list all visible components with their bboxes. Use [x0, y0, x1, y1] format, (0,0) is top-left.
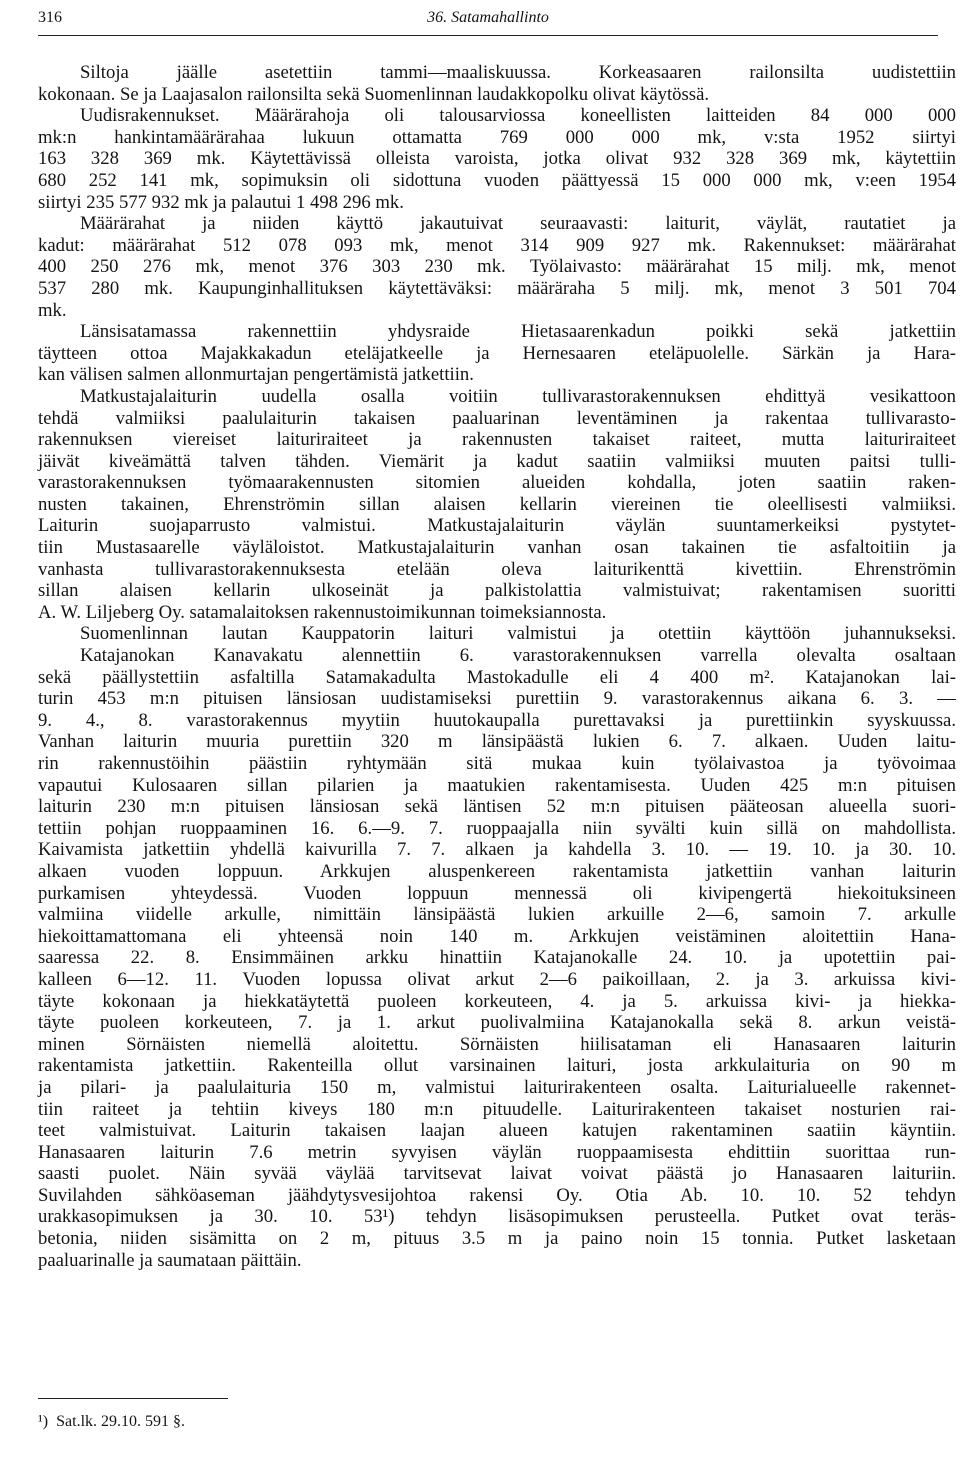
text-line: saaressa 22. 8. Ensimmäinen arkku hinattiin Katajanokalle 24. 10. ja upotettiin pai- [38, 947, 956, 969]
text-line: mk. [38, 299, 67, 321]
text-line: minen Sörnäisten niemellä aloitettu. Sörnäisten hiilisataman eli Hanasaaren laiturin [38, 1033, 956, 1055]
text-line: Uudisrakennukset. Määrärahoja oli talousarviossa koneellisten laitteiden 84 000 000 [80, 105, 956, 127]
text-line: Matkustajalaiturin uudella osalla voitiin tullivarastorakennuksen ehdittyä vesikattoon [80, 385, 956, 407]
text-line: 400 250 276 mk, menot 376 303 230 mk. Työlaivasto: määrärahat 15 milj. mk, menot [38, 256, 956, 278]
text-line: tiin raiteet ja tehtiin kiveys 180 m:n pituudelle. Laiturirakenteen takaiset nosturien rai- [38, 1098, 956, 1120]
text-line: vanhasta tullivarastorakennuksesta etelään oleva laiturikenttä kivettiin. Ehrenströmin [38, 558, 956, 580]
header-rule [38, 35, 938, 36]
body-text [38, 62, 956, 1271]
text-line: Suomenlinnan lautan Kauppatorin laituri valmistui ja otettiin käyttöön juhannukseksi. [80, 623, 956, 645]
text-line: paaluarinalle ja saumataan päittäin. [38, 1249, 302, 1271]
text-line: Siltoja jäälle asetettiin tammi—maaliskuussa. Korkeasaaren railonsilta uudistettiin [80, 62, 956, 83]
text-line: Hanasaaren laiturin 7.6 metrin syvyisen väylän ruoppaamisesta ehdittiin suorittaa run- [38, 1141, 956, 1163]
page-number: 316 [38, 9, 62, 26]
text-line: 537 280 mk. Kaupunginhallituksen käytettäväksi: määräraha 5 milj. mk, menot 3 501 704 [38, 277, 956, 299]
text-line: Laiturin suojaparrusto valmistui. Matkustajalaiturin väylän suuntamerkeiksi pystytet- [38, 515, 956, 537]
text-line: Vanhan laiturin muuria purettiin 320 m länsipäästä lukien 6. 7. alkaen. Uuden laitu- [38, 731, 956, 753]
text-line: A. W. Liljeberg Oy. satamalaitoksen rakennustoimikunnan toimeksiannosta. [38, 601, 607, 623]
text-line: jäivät kiveämättä talven tähden. Viemärit ja kadut saatiin valmiiksi muuten paitsi tulli- [38, 450, 956, 472]
footnote-rule [38, 1398, 228, 1399]
footnote [38, 1412, 185, 1432]
text-line: tettiin pohjan ruoppaaminen 16. 6.—9. 7. ruoppaajalla niin syvälti kuin sillä on mahdollista. [38, 817, 956, 839]
running-title: 36. Satamahallinto [427, 9, 549, 26]
text-line: rakennuksen viereiset laituriraiteet ja rakennusten takaiset raiteet, mutta laituriraiteet [38, 429, 956, 451]
text-line: varastorakennuksen työmaarakennusten sitomien alueiden kohdalla, joten saatiin raken- [38, 472, 956, 494]
text-line: sillan alaisen kellarin ulkoseinät ja palkistolattia valmistuivat; rakentamisen suoritti [38, 580, 956, 602]
text-line: mk:n hankintamäärärahaa lukuun ottamatta 769 000 000 mk, v:sta 1952 siirtyi [38, 126, 956, 148]
text-line: Kaivamista jatkettiin yhdellä kaivurilla 7. 7. alkaen ja kahdella 3. 10. — 19. 10. ja 30. 10. [38, 839, 956, 861]
text-line: kalleen 6—12. 11. Vuoden lopussa olivat arkut 2—6 paikoillaan, 2. ja 3. arkuissa kivi- [38, 968, 956, 990]
footnote-text: Sat.lk. 29.10. 591 §. [56, 1413, 186, 1430]
text-line: ja pilari- ja paalulaituria 150 m, valmistui laiturirakenteen osalta. Laiturialueelle rakennet- [38, 1076, 956, 1098]
text-line: Katajanokan Kanavakatu alennettiin 6. varastorakennuksen varrella olevalta osaltaan [80, 645, 956, 667]
running-header [38, 6, 938, 30]
text-line: kokonaan. Se ja Laajasalon railonsilta sekä Suomenlinnan laudakkopolku olivat käytössä. [38, 83, 710, 105]
text-line: tiin Mustasaarelle väyläloistot. Matkustajalaiturin vanhan osan takainen tie asfaltoitiin ja [38, 537, 956, 559]
text-line: 680 252 141 mk, sopimuksin oli sidottuna vuoden päättyessä 15 000 000 mk, v:een 1954 [38, 169, 956, 191]
text-line: laiturin 230 m:n pituisen länsiosan sekä läntisen 52 m:n pituisen pääteosan alueella suori- [38, 796, 956, 818]
text-line: Suvilahden sähköaseman jäähdytysvesijohtoa rakensi Oy. Otia Ab. 10. 10. 52 tehdyn [38, 1184, 956, 1206]
text-line: siirtyi 235 577 932 mk ja palautui 1 498 296 mk. [38, 191, 404, 213]
text-line: tehdä valmiiksi paalulaiturin takaisen paaluarinan leventäminen ja rakentaa tullivarasto- [38, 407, 956, 429]
text-line: alkaen vuoden loppuun. Arkkujen aluspenkereen rakentamista jatkettiin vanhan laiturin [38, 860, 956, 882]
text-line: betonia, niiden sisämitta on 2 m, pituus 3.5 m ja paino noin 15 tonnia. Putket lasketaan [38, 1228, 956, 1250]
text-line: rakentamista jatkettiin. Rakenteilla ollut varsinainen laituri, josta arkkulaituria on 90 m [38, 1055, 956, 1077]
text-line: vapautui Kulosaaren sillan pilarien ja maatukien rakentamisesta. Uuden 425 m:n pituisen [38, 774, 956, 796]
text-line: täyte kokonaan ja hiekkatäytettä puoleen korkeuteen, 4. ja 5. arkuissa kivi- ja hiekka- [38, 990, 956, 1012]
text-line: kadut: määrärahat 512 078 093 mk, menot 314 909 927 mk. Rakennukset: määrärahat [38, 234, 956, 256]
footnote-marker: ¹) [38, 1413, 49, 1430]
text-line: valmiina viidelle arkulle, nimittäin länsipäästä lukien arkuille 2—6, samoin 7. arkulle [38, 904, 956, 926]
text-line: saasti puolet. Näin syvää väylää tarvitsevat laivat voivat päästä jo Hanasaaren laituriin. [38, 1163, 956, 1185]
text-line: sekä päällystettiin asfaltilla Satamakadulta Mastokadulle eli 4 400 m². Katajanokan lai- [38, 666, 956, 688]
text-line: 163 328 369 mk. Käytettävissä olleista varoista, jotka olivat 932 328 369 mk, käytettiin [38, 148, 956, 170]
text-line: urakkasopimuksen ja 30. 10. 53¹) tehdyn lisäsopimuksen perusteella. Putket ovat teräs- [38, 1206, 956, 1228]
text-line: 9. 4., 8. varastorakennus myytiin huutokaupalla purettavaksi ja purettiinkin syyskuussa. [38, 709, 956, 731]
text-line: teet valmistuivat. Laiturin takaisen laajan alueen katujen rakentaminen saatiin käyntiin. [38, 1120, 956, 1142]
text-line: Länsisatamassa rakennettiin yhdysraide Hietasaarenkadun poikki sekä jatkettiin [80, 321, 956, 343]
text-line: täyte puoleen korkeuteen, 7. ja 1. arkut puolivalmiina Katajanokalla sekä 8. arkun veistä- [38, 1012, 956, 1034]
text-line: purkamisen yhteydessä. Vuoden loppuun mennessä oli kivipengertä hiekoituksineen [38, 882, 956, 904]
text-line: rin rakennustöihin päästiin ryhtymään sitä mukaa kuin työlaivastoa ja työvoimaa [38, 753, 956, 774]
text-line: turin 453 m:n pituisen länsiosan uudistamiseksi purettiin 9. varastorakennus aikana 6. 3. — [38, 688, 956, 710]
text-line: nusten takainen, Ehrenströmin sillan alaisen kellarin viereinen tie oleellisesti valmiiksi. [38, 493, 956, 515]
text-line: täytteen ottoa Majakkakadun eteläjatkeelle ja Hernesaaren eteläpuolelle. Särkän ja Hara- [38, 342, 956, 364]
text-line: hiekoittamattomana eli yhteensä noin 140 m. Arkkujen veistäminen aloitettiin Hana- [38, 925, 956, 947]
text-line: kan välisen salmen allonmurtajan pengertämistä jatkettiin. [38, 364, 474, 386]
text-line: Määrärahat ja niiden käyttö jakautuivat seuraavasti: laiturit, väylät, rautatiet ja [80, 213, 956, 235]
